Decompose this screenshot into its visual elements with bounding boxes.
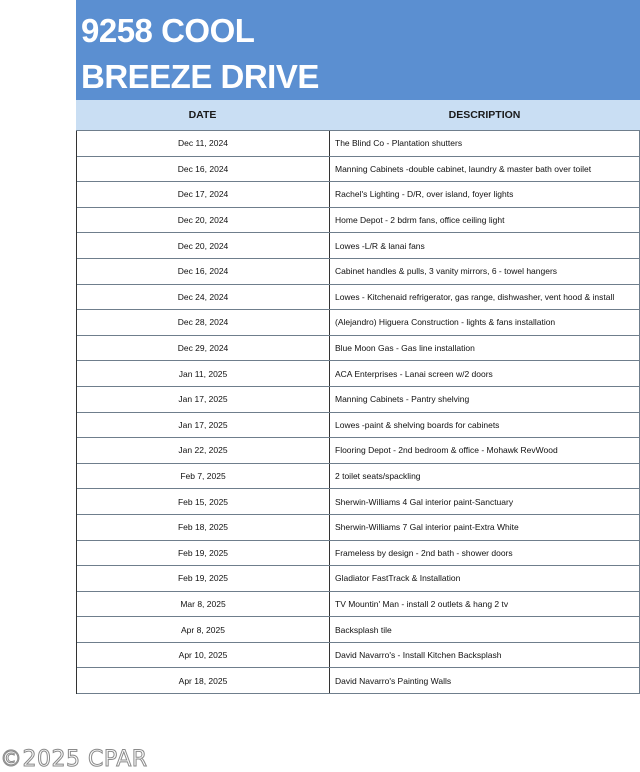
table-row <box>77 464 640 490</box>
row-date: Apr 10, 2025 <box>77 643 330 668</box>
table-row <box>77 489 640 515</box>
table-row <box>77 413 640 439</box>
row-date: Dec 16, 2024 <box>77 259 330 284</box>
table-row <box>77 182 640 208</box>
row-date: Dec 16, 2024 <box>77 157 330 182</box>
row-date: Apr 8, 2025 <box>77 617 330 642</box>
row-description: (Alejandro) Higuera Construction - lights & fans installation <box>330 310 640 335</box>
row-description: TV Mountin' Man - install 2 outlets & hang 2 tv <box>330 592 640 617</box>
row-description: Home Depot - 2 bdrm fans, office ceiling light <box>330 208 640 233</box>
table-row <box>77 515 640 541</box>
row-description: ACA Enterprises - Lanai screen w/2 doors <box>330 361 640 386</box>
row-description: Lowes - Kitchenaid refrigerator, gas range, dishwasher, vent hood & install <box>330 285 640 310</box>
row-date: Feb 15, 2025 <box>77 489 330 514</box>
row-date: Dec 20, 2024 <box>77 208 330 233</box>
row-date: Dec 24, 2024 <box>77 285 330 310</box>
row-date: Dec 11, 2024 <box>77 131 330 156</box>
title-block <box>76 0 640 100</box>
table-row <box>77 387 640 413</box>
copyright-watermark: ©2025 CPAR <box>0 747 148 772</box>
table-row <box>77 131 640 157</box>
table-row <box>77 541 640 567</box>
row-date: Feb 18, 2025 <box>77 515 330 540</box>
row-description: Frameless by design - 2nd bath - shower doors <box>330 541 640 566</box>
table-body <box>76 131 640 694</box>
header-description: DESCRIPTION <box>448 109 521 121</box>
row-date: Feb 19, 2025 <box>77 541 330 566</box>
row-description: Sherwin-Williams 7 Gal interior paint-Extra White <box>330 515 640 540</box>
table-row <box>77 361 640 387</box>
row-description: Sherwin-Williams 4 Gal interior paint-Sanctuary <box>330 489 640 514</box>
row-description: The Blind Co - Plantation shutters <box>330 131 640 156</box>
row-date: Mar 8, 2025 <box>77 592 330 617</box>
row-description: 2 toilet seats/spackling <box>330 464 640 489</box>
row-description: David Navarro's Painting Walls <box>330 668 640 693</box>
table-row <box>77 336 640 362</box>
table-row <box>77 643 640 669</box>
row-date: Jan 11, 2025 <box>77 361 330 386</box>
table-row <box>77 592 640 618</box>
table-row <box>77 233 640 259</box>
row-date: Dec 28, 2024 <box>77 310 330 335</box>
table-row <box>77 310 640 336</box>
row-description: Manning Cabinets -double cabinet, laundry & master bath over toilet <box>330 157 640 182</box>
table-row <box>77 208 640 234</box>
header-date: DATE <box>188 109 217 121</box>
table-row <box>77 285 640 311</box>
row-date: Jan 22, 2025 <box>77 438 330 463</box>
expense-sheet <box>76 0 640 694</box>
row-date: Jan 17, 2025 <box>77 413 330 438</box>
row-description: Flooring Depot - 2nd bedroom & office - Mohawk RevWood <box>330 438 640 463</box>
title-line-1: 9258 COOL <box>81 12 255 49</box>
table-row <box>77 566 640 592</box>
table-row <box>77 617 640 643</box>
row-description: Blue Moon Gas - Gas line installation <box>330 336 640 361</box>
row-description: Cabinet handles & pulls, 3 vanity mirrors, 6 - towel hangers <box>330 259 640 284</box>
row-description: Lowes -paint & shelving boards for cabinets <box>330 413 640 438</box>
row-date: Jan 17, 2025 <box>77 387 330 412</box>
table-header <box>76 100 640 131</box>
row-date: Feb 19, 2025 <box>77 566 330 591</box>
row-description: Rachel's Lighting - D/R, over island, foyer lights <box>330 182 640 207</box>
table-row <box>77 157 640 183</box>
row-description: Backsplash tile <box>330 617 640 642</box>
title-line-2: BREEZE DRIVE <box>81 58 319 95</box>
row-date: Dec 29, 2024 <box>77 336 330 361</box>
row-description: Gladiator FastTrack & Installation <box>330 566 640 591</box>
table-row <box>77 259 640 285</box>
row-date: Apr 18, 2025 <box>77 668 330 693</box>
row-description: Lowes -L/R & lanai fans <box>330 233 640 258</box>
table-row <box>77 438 640 464</box>
row-date: Dec 20, 2024 <box>77 233 330 258</box>
row-date: Dec 17, 2024 <box>77 182 330 207</box>
row-description: David Navarro's - Install Kitchen Backsplash <box>330 643 640 668</box>
row-date: Feb 7, 2025 <box>77 464 330 489</box>
table-row <box>77 668 640 694</box>
row-description: Manning Cabinets - Pantry shelving <box>330 387 640 412</box>
